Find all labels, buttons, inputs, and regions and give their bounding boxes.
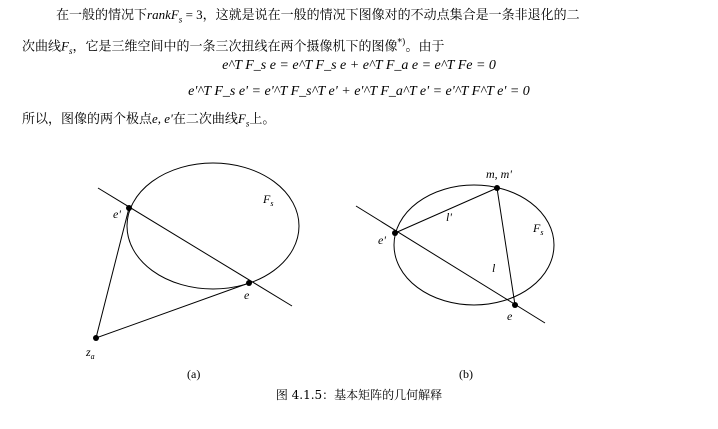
equation-2: e'^T F_s e' = e'^T F_s^T e' + e'^T F_a^T e' = e'^T F^T e' = 0	[188, 84, 530, 99]
sublabel-a: (a)	[187, 367, 201, 381]
label-e-a: e	[244, 288, 250, 302]
point-e-a	[246, 280, 252, 286]
triangle-sides-a	[96, 208, 249, 338]
equation-1: e^T F_s e = e^T F_s e + e^T F_a e = e^T Fe = 0	[222, 58, 496, 73]
label-fs-main: F	[533, 221, 541, 235]
figure-b	[356, 167, 554, 381]
label-fs-b	[532, 221, 543, 237]
label-eprime-a: e'	[113, 207, 121, 221]
label-eprime-b: e'	[378, 233, 386, 247]
label-l-b: l	[492, 261, 496, 275]
label-fs-main: F	[263, 192, 271, 206]
text-segment: ，它是三维空间中的一条三次扭线在两个摄像机下的图像	[72, 39, 398, 55]
point-m-b	[494, 185, 500, 191]
math-sub: s	[245, 118, 250, 129]
math-rank: rankF	[147, 7, 179, 22]
text-segment: 。由于	[405, 39, 445, 55]
text-segment: 次曲线	[22, 39, 62, 55]
text-segment: 在一般的情况下	[56, 8, 148, 23]
label-fs-a	[262, 192, 273, 208]
math-sub: s	[68, 45, 73, 56]
label-e-b: e	[507, 309, 513, 323]
conic-fs-b	[394, 185, 554, 305]
figure-caption: 图 4.1.5：基本矩阵的几何解释	[275, 388, 443, 402]
point-eprime-b	[392, 230, 398, 236]
math-F: F	[237, 111, 246, 126]
math-F: F	[61, 38, 69, 54]
math-sub: s	[178, 14, 183, 25]
sublabel-b: (b)	[459, 367, 473, 381]
point-e-b	[512, 302, 518, 308]
conic-fs-a	[127, 163, 299, 289]
math-epoles: e, e'	[152, 111, 173, 126]
text-segment: 在二次曲线	[172, 112, 238, 127]
figure-a	[85, 163, 299, 381]
text-segment: ，这就是说在一般的情况下图像对的不动点集合是一条非退化的二	[202, 8, 580, 23]
point-z-a	[93, 335, 99, 341]
text-segment: 所以，图像的两个极点	[22, 112, 153, 127]
label-m-b: m, m'	[486, 167, 512, 181]
label-lprime-b: l'	[446, 210, 452, 224]
label-z-sub: a	[90, 352, 95, 361]
math-eq: = 3	[182, 7, 203, 22]
footnote-mark: *)	[397, 38, 406, 48]
label-z-main: z	[86, 345, 91, 359]
label-z-a	[85, 345, 95, 361]
label-fs-sub: s	[270, 199, 274, 208]
point-eprime-a	[126, 205, 132, 211]
label-fs-sub: s	[540, 228, 544, 237]
text-segment: 上。	[249, 112, 276, 127]
